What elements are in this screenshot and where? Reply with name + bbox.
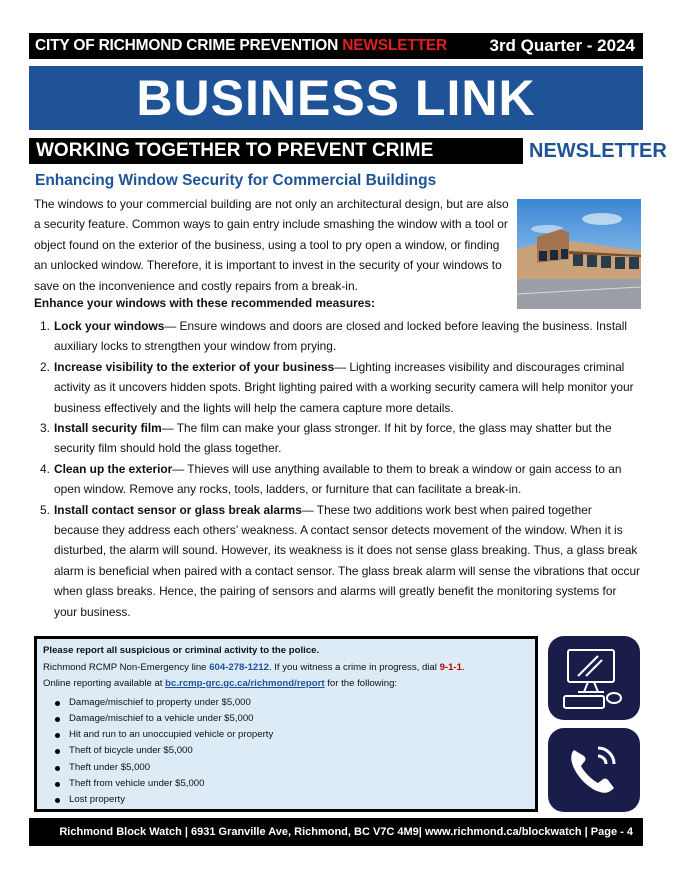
list-item: 4. Clean up the exterior— Thieves will use anything available to them to break a window or gain access to an open window. Remove any rocks, tools, ladders, or furniture that can facilitate a break-in. bbox=[40, 461, 622, 497]
list-item: 2. Increase visibility to the exterior of your business— Lighting increases visibility and discourages criminal activity as it uncovers hidden spots. Bright lighting paired with a working security camera will help monitor your business effectively and the lights will help the camera capture more details. bbox=[40, 359, 634, 415]
quarter-label: 3rd Quarter - 2024 bbox=[489, 36, 635, 55]
phone-icon bbox=[548, 728, 640, 812]
list-item: Lost property bbox=[43, 792, 529, 808]
list-item: 5. Install contact sensor or glass break alarms— These two additions work best when paired together because they address each others’ weakness. A contact sensor detects movement of the window. When it is disturbed, the alarm will sound. However, its weakness is it does not sense glass breaking. Thus, a glass break alarm is beneficial when paired with a contact sensor. The glass break alarm will sense the vibrations that occur when glass breaks. Hence, the pairing of sensors and alarms will greatly benefit the monitoring systems for your business. bbox=[40, 502, 641, 619]
article-intro: The windows to your commercial building are not only an architectural design, but are also a security feature. Common ways to gain entry include smashing the window with a tool or object found on the exterior of the business, using a tool to pry open a window, or finding an unlocked window. Therefore, it is important to invest in the security of your windows to save on the inconvenience and costly repairs from a break-in. bbox=[34, 197, 509, 293]
banner-title: BUSINESS LINK bbox=[29, 66, 643, 130]
list-item: 1. Lock your windows— Ensure windows and doors are closed and locked before leaving the business. Install auxiliary locks to strengthen your window from prying. bbox=[40, 319, 628, 354]
list-item: Damage/mischief to property under $5,000 bbox=[43, 695, 529, 711]
report-phone-line: Richmond RCMP Non-Emergency line 604-278-1212. If you witness a crime in progress, dial 9-1-1. bbox=[43, 661, 465, 673]
measures-heading: Enhance your windows with these recommended measures: bbox=[34, 296, 375, 310]
list-item: Theft under $5,000 bbox=[43, 760, 529, 776]
top-bar bbox=[29, 33, 643, 59]
report-link[interactable]: bc.rcmp-grc.gc.ca/richmond/report bbox=[165, 678, 325, 689]
list-item: Theft of bicycle under $5,000 bbox=[43, 743, 529, 759]
emergency-number: 9-1-1 bbox=[439, 661, 462, 673]
tagline-bar: WORKING TOGETHER TO PREVENT CRIME bbox=[29, 138, 523, 164]
report-online-line: Online reporting available at bc.rcmp-grc.gc.ca/richmond/report for the following: bbox=[43, 678, 398, 689]
list-item: Hit and run to an unoccupied vehicle or property bbox=[43, 727, 529, 743]
list-item: Theft from vehicle under $5,000 bbox=[43, 776, 529, 792]
article-heading: Enhancing Window Security for Commercial Buildings bbox=[35, 172, 437, 189]
non-emergency-number: 604-278-1212 bbox=[209, 661, 269, 673]
building-photo bbox=[517, 199, 641, 309]
list-item: 3. Install security film— The film can make your glass stronger. If hit by force, the glass may shatter but the security film should hold the glass together. bbox=[40, 421, 612, 456]
report-items-list bbox=[43, 695, 529, 809]
list-item: Damage/mischief to a vehicle under $5,000 bbox=[43, 711, 529, 727]
report-info-box bbox=[34, 636, 538, 812]
newsletter-label: NEWSLETTER bbox=[529, 140, 667, 162]
newsletter-series-title: CITY OF RICHMOND CRIME PREVENTION NEWSLETTER bbox=[35, 37, 448, 54]
footer-bar: Richmond Block Watch | 6931 Granville Ave, Richmond, BC V7C 4M9| www.richmond.ca/blockwatch | Page - 4 bbox=[29, 818, 643, 846]
measures-list bbox=[34, 316, 640, 622]
report-heading: Please report all suspicious or criminal activity to the police. bbox=[43, 645, 320, 656]
computer-icon bbox=[548, 636, 640, 720]
